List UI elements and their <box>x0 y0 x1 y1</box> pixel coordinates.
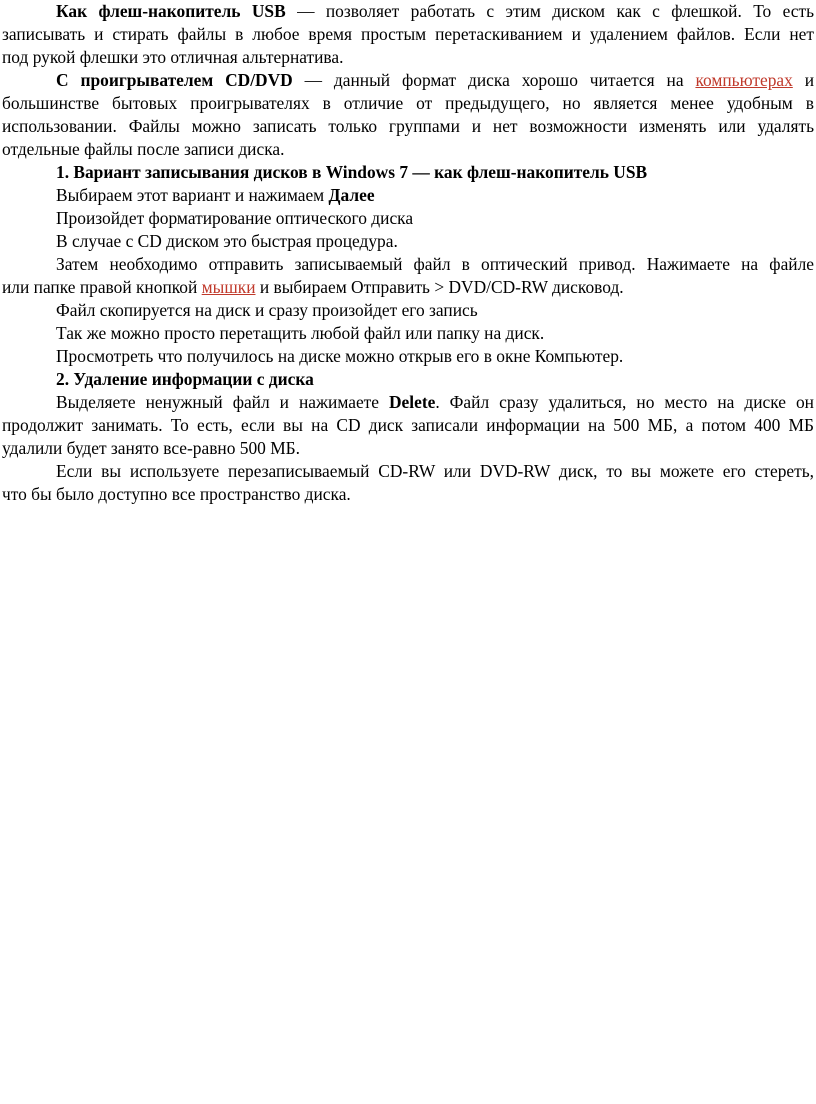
link-computers[interactable]: компьютерах <box>695 70 793 90</box>
para-delete-line-3: удалили будет занято все-равно 500 МБ. <box>2 438 300 458</box>
para-cd-line-1: С проигрывателем CD/DVD — данный формат диска хорошо читается на компьютерах и <box>56 70 815 90</box>
para-cd-line-2: большинстве бытовых проигрывателях в отличие от предыдущего, но является менее удобным в <box>2 93 814 113</box>
para-delete-line-1: Выделяете ненужный файл и нажимаете Delete. Файл сразу удалиться, но место на диске он <box>56 392 814 412</box>
link-mouse[interactable]: мышки <box>201 277 256 297</box>
step-choose-variant: Выбираем этот вариант и нажимаем Далее <box>56 185 375 205</box>
para-usb-line-3: под рукой флешки это отличная альтернатива. <box>2 47 344 67</box>
para-usb-line-2: записывать и стирать файлы в любое время простым перетаскиванием и удалением файлов. Если нет <box>2 24 814 44</box>
para-usb-line-1: Как флеш-накопитель USB — позволяет работать с этим диском как с флешкой. То есть <box>56 1 815 21</box>
step-cd-fast: В случае с CD диском это быстрая процедура. <box>56 231 398 251</box>
step-drag-file: Так же можно просто перетащить любой файл или папку на диск. <box>56 323 545 343</box>
para-cd-line-3: использовании. Файлы можно записать только группами и нет возможности изменять или удалять <box>2 116 814 136</box>
heading-variant-1: 1. Вариант записывания дисков в Windows 7 — как флеш-накопитель USB <box>56 162 648 182</box>
para-delete-line-2: продолжит занимать. То есть, если вы на CD диск записали информации на 500 МБ, а потом 400 МБ <box>2 415 814 435</box>
para-send-line-2: или папке правой кнопкой мышки и выбираем Отправить > DVD/CD-RW дисковод. <box>2 277 624 297</box>
para-rw-line-2: что бы было доступно все пространство диска. <box>2 484 351 504</box>
step-file-copied: Файл скопируется на диск и сразу произойдет его запись <box>56 300 478 320</box>
para-cd-line-4: отдельные файлы после записи диска. <box>2 139 285 159</box>
term-usb: Как флеш-накопитель USB <box>56 1 286 21</box>
heading-delete: 2. Удаление информации с диска <box>56 369 314 389</box>
step-view-result: Просмотреть что получилось на диске можно открыв его в окне Компьютер. <box>56 346 624 366</box>
step-formatting: Произойдет форматирование оптического диска <box>56 208 414 228</box>
term-cd-dvd: С проигрывателем CD/DVD <box>56 70 293 90</box>
para-send-line-1: Затем необходимо отправить записываемый файл в оптический привод. Нажимаете на файле <box>56 254 814 274</box>
para-rw-line-1: Если вы используете перезаписываемый CD-RW или DVD-RW диск, то вы можете его стереть, <box>56 461 814 481</box>
